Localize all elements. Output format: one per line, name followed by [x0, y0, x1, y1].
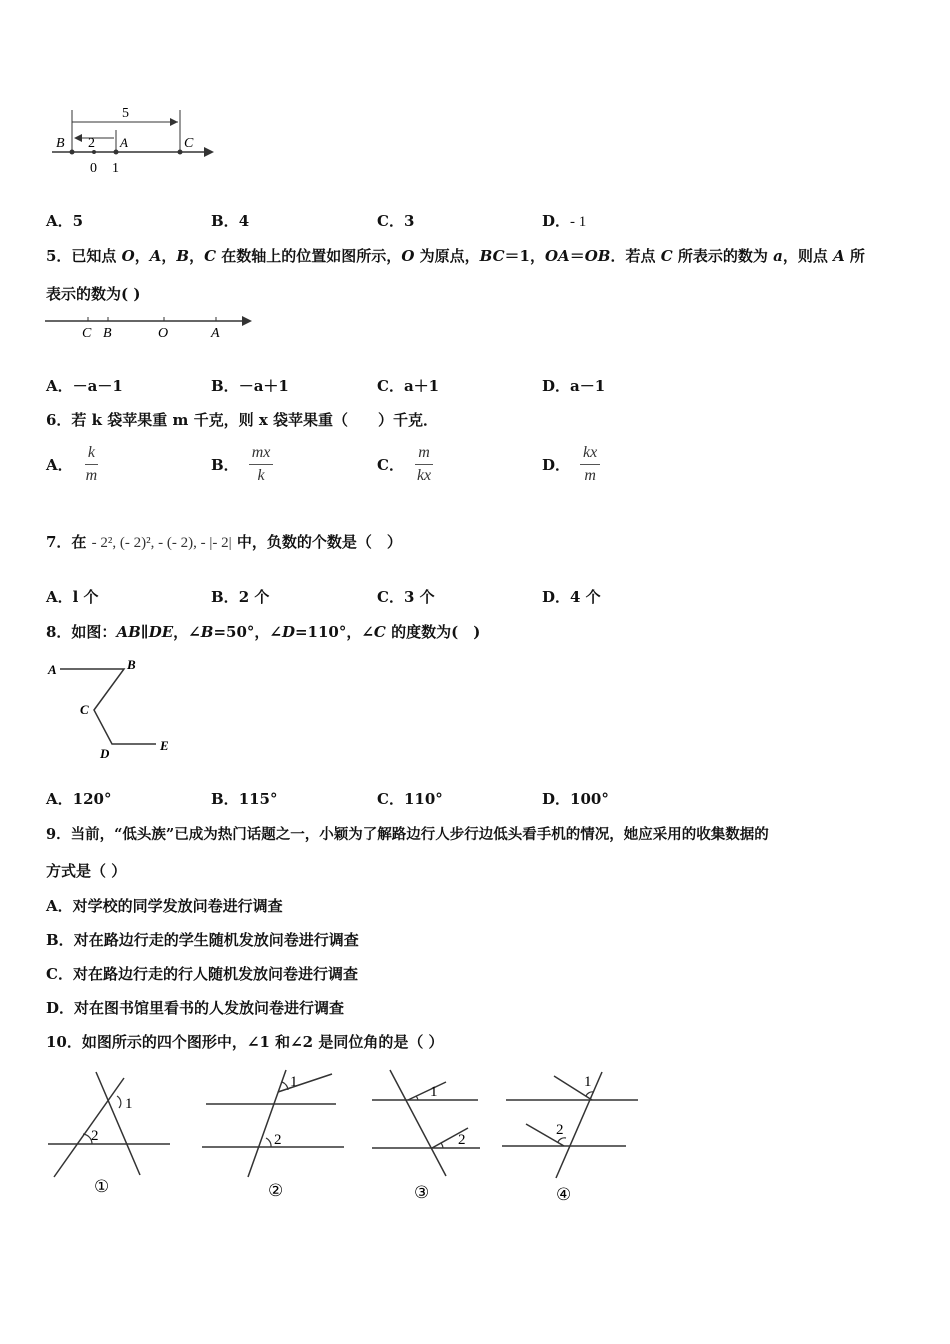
q4-tick-one: 1	[112, 161, 119, 176]
q5-point-a: A	[211, 326, 220, 341]
q4-point-a: A	[120, 135, 128, 150]
q8-point-c: C	[80, 702, 89, 717]
q10-fig2-label: ②	[268, 1181, 284, 1200]
q5-point-c: C	[82, 326, 92, 341]
q9-stem-line2: 方式是（ ）	[46, 862, 127, 880]
q8-option-d[interactable]: D．100°	[542, 790, 609, 808]
q10-fig3-angle2: 2	[458, 1132, 466, 1148]
q6-fraction-a: $\frac{k}{m}$	[85, 444, 98, 484]
q10-fig1-angle1: 1	[125, 1096, 133, 1112]
q10-figure-3[interactable]	[368, 1064, 488, 1204]
q8-point-b: B	[127, 657, 136, 672]
q10-fig2-angle1: 1	[290, 1074, 298, 1090]
q6-option-b[interactable]: B． $\frac{mx}{k}$	[211, 444, 273, 485]
q5-option-b[interactable]: B．－a＋1	[211, 377, 289, 395]
q6-fraction-c: $\frac{m}{kx}$	[416, 444, 432, 484]
q9-option-c[interactable]: C．对在路边行走的行人随机发放问卷进行调查	[46, 965, 358, 983]
q7-option-b[interactable]: B．2 个	[211, 588, 270, 606]
q4-distance-label: 2	[88, 136, 95, 151]
q4-option-d[interactable]: D．- 1	[542, 212, 587, 230]
q9-option-a[interactable]: A．对学校的同学发放问卷进行调查	[46, 897, 283, 915]
q5-point-o: O	[158, 326, 169, 341]
q9-option-d[interactable]: D．对在图书馆里看书的人发放问卷进行调查	[46, 999, 345, 1017]
q6-fraction-b: $\frac{mx}{k}$	[249, 444, 274, 485]
q8-point-a: A	[48, 662, 57, 677]
q10-figure-4[interactable]	[498, 1064, 644, 1210]
q4-option-a[interactable]: A．5	[46, 212, 84, 230]
q9-option-b[interactable]: B．对在路边行走的学生随机发放问卷进行调查	[46, 931, 359, 949]
q10-fig4-angle1: 1	[584, 1074, 592, 1090]
q5-number-line-figure	[40, 308, 260, 344]
q10-fig3-label: ③	[414, 1183, 430, 1202]
q7-option-d[interactable]: D．4 个	[542, 588, 601, 606]
q8-angle-figure	[44, 656, 184, 764]
q6-option-c[interactable]: C． $\frac{m}{kx}$	[377, 444, 434, 485]
q7-option-a[interactable]: A．l 个	[46, 588, 99, 606]
q5-option-d[interactable]: D．a－1	[542, 377, 606, 395]
q4-length-label: 5	[122, 106, 129, 121]
q6-option-d[interactable]: D． $\frac{kx}{m}$	[542, 444, 600, 485]
q8-point-e: E	[160, 738, 169, 753]
q4-option-c[interactable]: C．3	[377, 212, 415, 230]
q10-figure-1[interactable]	[44, 1064, 176, 1204]
q8-option-c[interactable]: C．110°	[377, 790, 443, 808]
q10-fig1-angle2: 2	[91, 1128, 99, 1144]
q8-option-b[interactable]: B．115°	[211, 790, 278, 808]
q5-point-b: B	[103, 326, 112, 341]
q10-fig4-angle2: 2	[556, 1122, 564, 1138]
q4-point-c: C	[184, 136, 194, 151]
q7-stem: 7．在 - 2², (- 2)², - (- 2), - |- 2| 中，负数的个数是（ ）	[46, 533, 402, 551]
q5-stem-line1: 5．已知点 O，A，B，C 在数轴上的位置如图所示，O 为原点，BC＝1，OA＝OB．若点 C 所表示的数为 a，则点 A 所	[46, 247, 865, 265]
q6-stem: 6．若 k 袋苹果重 m 千克，则 x 袋苹果重（ ）千克．	[46, 411, 438, 429]
q4-option-b[interactable]: B．4	[211, 212, 250, 230]
q8-point-d: D	[100, 746, 110, 761]
q8-option-a[interactable]: A．120°	[46, 790, 112, 808]
q10-fig2-angle2: 2	[274, 1132, 282, 1148]
q4-tick-zero: 0	[90, 161, 97, 176]
q5-option-a[interactable]: A．－a－1	[46, 377, 123, 395]
q4-point-b: B	[56, 136, 65, 151]
q7-option-c[interactable]: C．3 个	[377, 588, 435, 606]
q5-option-c[interactable]: C．a＋1	[377, 377, 440, 395]
q10-fig1-label: ①	[94, 1177, 110, 1196]
q5-stem-line2: 表示的数为( )	[46, 285, 141, 303]
q10-fig3-angle1: 1	[430, 1084, 438, 1100]
q7-expression: - 2², (- 2)², - (- 2), - |- 2|	[91, 535, 232, 551]
q6-fraction-d: $\frac{kx}{m}$	[580, 444, 600, 485]
q10-fig4-label: ④	[556, 1185, 572, 1204]
q4-number-line-figure	[44, 100, 224, 182]
q10-stem: 10．如图所示的四个图形中，∠1 和∠2 是同位角的是（ ）	[46, 1033, 444, 1051]
q8-stem: 8．如图：AB∥DE，∠B=50°，∠D=110°，∠C 的度数为( )	[46, 623, 481, 641]
q9-stem-line1: 9．当前，“低头族”已成为热门话题之一，小颖为了解路边行人步行边低头看手机的情况，她应采用的收集数据的	[46, 826, 769, 843]
q10-figure-2[interactable]	[198, 1064, 348, 1204]
q6-option-a[interactable]: A． $\frac{k}{m}$	[46, 444, 100, 485]
